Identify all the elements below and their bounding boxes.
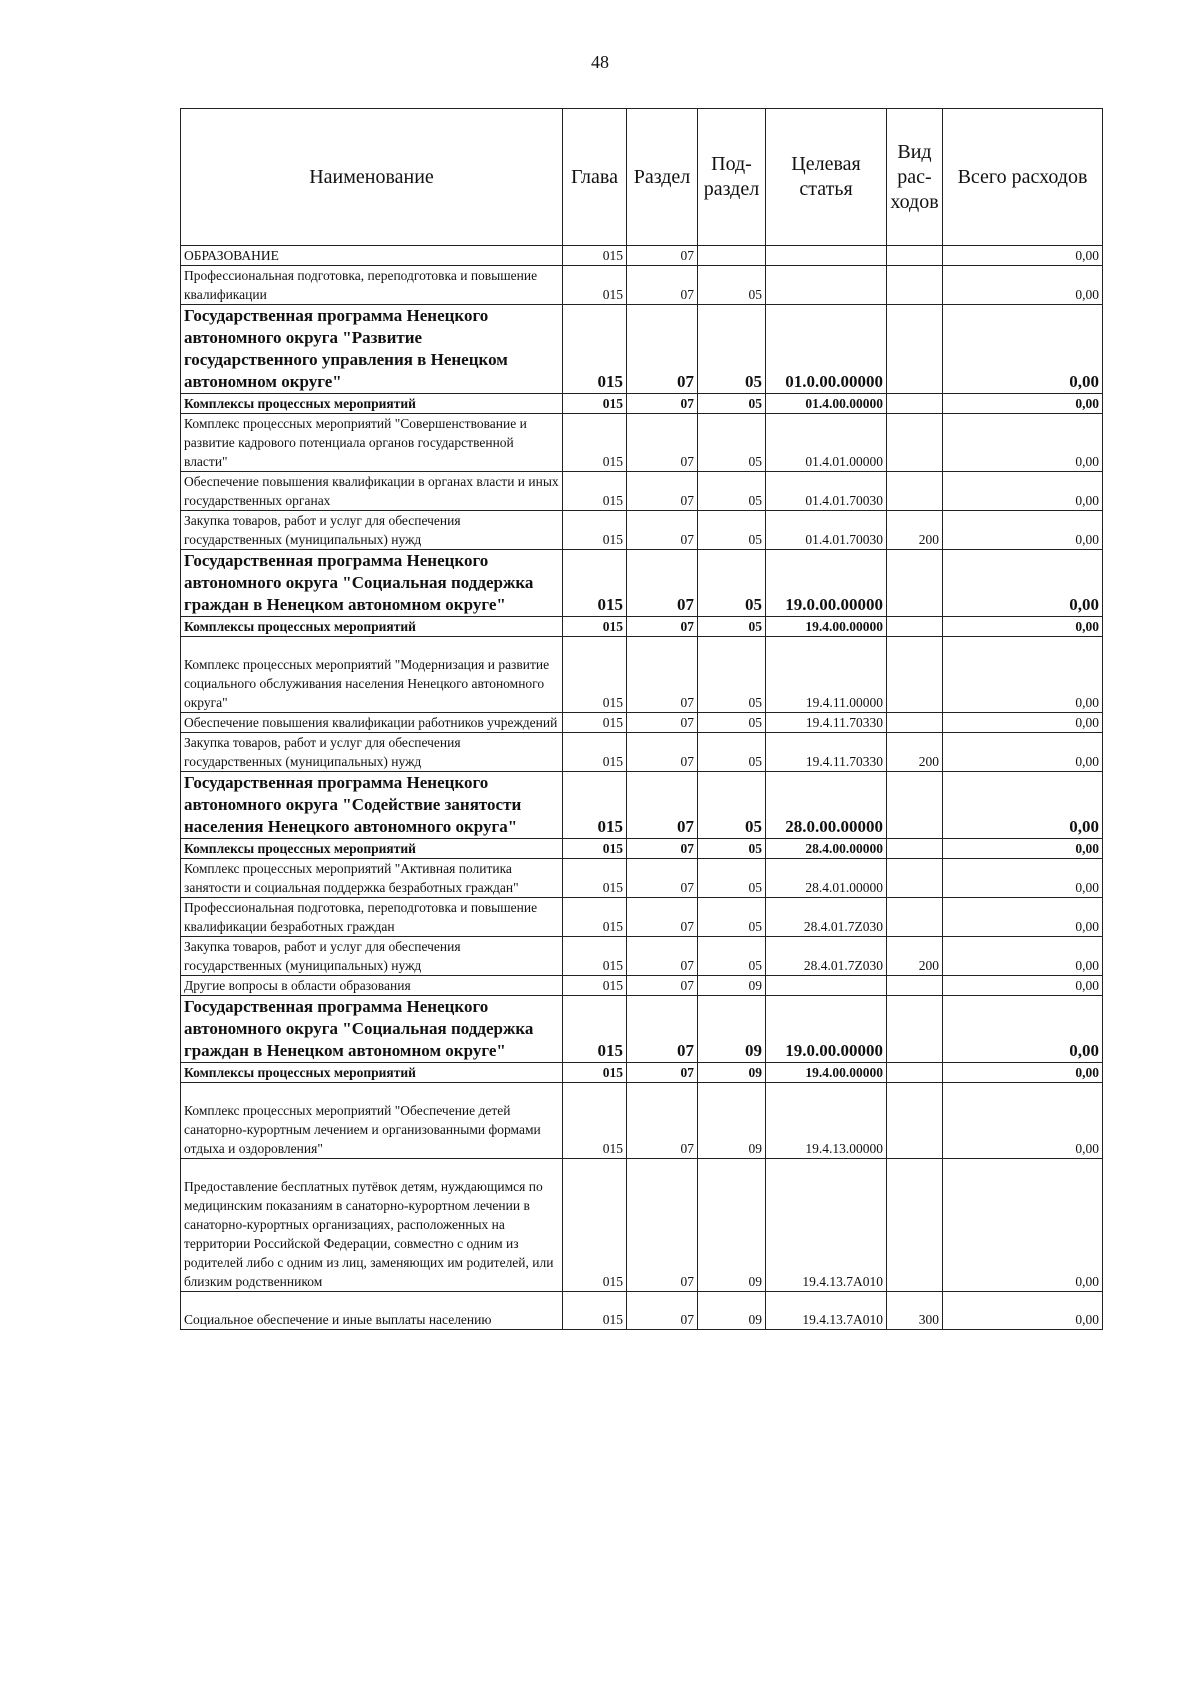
- cell-total: 0,00: [943, 414, 1103, 472]
- cell-total: 0,00: [943, 839, 1103, 859]
- cell-podrazdel: 05: [698, 713, 766, 733]
- cell-razdel: 07: [627, 859, 698, 898]
- cell-razdel: 07: [627, 394, 698, 414]
- cell-podrazdel: 09: [698, 996, 766, 1063]
- cell-razdel: 07: [627, 733, 698, 772]
- cell-glava: 015: [563, 1083, 627, 1159]
- cell-total: 0,00: [943, 394, 1103, 414]
- cell-statya: 19.4.00.00000: [766, 1063, 887, 1083]
- cell-glava: 015: [563, 976, 627, 996]
- cell-vid: [887, 637, 943, 713]
- cell-total: 0,00: [943, 305, 1103, 394]
- cell-glava: 015: [563, 898, 627, 937]
- cell-name: Социальное обеспечение и иные выплаты населению: [181, 1292, 563, 1330]
- cell-statya: [766, 266, 887, 305]
- cell-total: 0,00: [943, 511, 1103, 550]
- cell-total: 0,00: [943, 996, 1103, 1063]
- cell-statya: 19.4.11.70330: [766, 733, 887, 772]
- cell-vid: [887, 472, 943, 511]
- cell-statya: 01.4.00.00000: [766, 394, 887, 414]
- cell-name: Государственная программа Ненецкого автономного округа "Развитие государственного управления в Ненецком автономном округе": [181, 305, 563, 394]
- cell-name: Комплекс процессных мероприятий "Обеспечение детей санаторно-курортным лечением и организованными формами отдыха и оздоровления": [181, 1083, 563, 1159]
- cell-glava: 015: [563, 713, 627, 733]
- table-header-row: [181, 109, 1103, 246]
- cell-total: 0,00: [943, 246, 1103, 266]
- column-header-podrazdel: Под- раздел: [698, 109, 766, 246]
- cell-name: Комплексы процессных мероприятий: [181, 394, 563, 414]
- cell-statya: 01.4.01.00000: [766, 414, 887, 472]
- cell-vid: [887, 1083, 943, 1159]
- cell-razdel: 07: [627, 511, 698, 550]
- table-body: [181, 246, 1103, 1330]
- cell-name: Государственная программа Ненецкого автономного округа "Социальная поддержка граждан в Ненецком автономном округе": [181, 996, 563, 1063]
- cell-name: Закупка товаров, работ и услуг для обеспечения государственных (муниципальных) нужд: [181, 733, 563, 772]
- cell-vid: 200: [887, 511, 943, 550]
- cell-vid: 200: [887, 733, 943, 772]
- cell-vid: [887, 898, 943, 937]
- table-row: [181, 266, 1103, 305]
- cell-vid: [887, 996, 943, 1063]
- cell-glava: 015: [563, 472, 627, 511]
- table-row: [181, 976, 1103, 996]
- cell-podrazdel: 05: [698, 898, 766, 937]
- cell-glava: 015: [563, 305, 627, 394]
- cell-vid: [887, 1159, 943, 1292]
- cell-vid: [887, 414, 943, 472]
- cell-vid: [887, 246, 943, 266]
- cell-name: Комплексы процессных мероприятий: [181, 617, 563, 637]
- cell-glava: 015: [563, 996, 627, 1063]
- cell-total: 0,00: [943, 898, 1103, 937]
- cell-statya: 19.4.11.00000: [766, 637, 887, 713]
- cell-razdel: 07: [627, 637, 698, 713]
- table-row: [181, 414, 1103, 472]
- cell-total: 0,00: [943, 1292, 1103, 1330]
- cell-razdel: 07: [627, 550, 698, 617]
- cell-statya: 19.4.00.00000: [766, 617, 887, 637]
- cell-razdel: 07: [627, 996, 698, 1063]
- cell-total: 0,00: [943, 1063, 1103, 1083]
- cell-statya: 28.4.01.00000: [766, 859, 887, 898]
- cell-statya: 28.4.01.7Z030: [766, 898, 887, 937]
- cell-razdel: 07: [627, 713, 698, 733]
- cell-vid: 300: [887, 1292, 943, 1330]
- cell-podrazdel: 09: [698, 976, 766, 996]
- cell-razdel: 07: [627, 839, 698, 859]
- cell-name: Комплексы процессных мероприятий: [181, 1063, 563, 1083]
- cell-statya: 28.4.01.7Z030: [766, 937, 887, 976]
- cell-name: Предоставление бесплатных путёвок детям, нуждающимся по медицинским показаниям в санаторно-курортном лечении в санаторно-курортных организациях, расположенных на территории Российской Федерации, совместно с одним из родителей либо с одним из лиц, заменяющих им родителей, или близким родственником: [181, 1159, 563, 1292]
- cell-razdel: 07: [627, 1083, 698, 1159]
- cell-glava: 015: [563, 1063, 627, 1083]
- cell-glava: 015: [563, 839, 627, 859]
- cell-razdel: 07: [627, 772, 698, 839]
- cell-glava: 015: [563, 246, 627, 266]
- cell-vid: [887, 976, 943, 996]
- cell-glava: 015: [563, 617, 627, 637]
- cell-podrazdel: 05: [698, 394, 766, 414]
- cell-podrazdel: 05: [698, 772, 766, 839]
- column-header-total: Всего расходов: [943, 109, 1103, 246]
- cell-total: 0,00: [943, 772, 1103, 839]
- column-header-name: Наименование: [181, 109, 563, 246]
- table-row: [181, 898, 1103, 937]
- cell-glava: 015: [563, 772, 627, 839]
- cell-glava: 015: [563, 550, 627, 617]
- cell-podrazdel: 05: [698, 305, 766, 394]
- cell-podrazdel: 09: [698, 1159, 766, 1292]
- cell-statya: 28.4.00.00000: [766, 839, 887, 859]
- cell-podrazdel: 09: [698, 1063, 766, 1083]
- cell-vid: [887, 1063, 943, 1083]
- table-row: [181, 511, 1103, 550]
- cell-statya: 19.4.13.00000: [766, 1083, 887, 1159]
- cell-total: 0,00: [943, 617, 1103, 637]
- column-header-statya: Целевая статья: [766, 109, 887, 246]
- cell-vid: [887, 394, 943, 414]
- cell-vid: [887, 859, 943, 898]
- cell-total: 0,00: [943, 713, 1103, 733]
- cell-glava: 015: [563, 394, 627, 414]
- cell-statya: [766, 246, 887, 266]
- cell-name: Обеспечение повышения квалификации в органах власти и иных государственных органах: [181, 472, 563, 511]
- cell-total: 0,00: [943, 1083, 1103, 1159]
- cell-glava: 015: [563, 1159, 627, 1292]
- cell-razdel: 07: [627, 472, 698, 511]
- cell-podrazdel: 05: [698, 617, 766, 637]
- cell-statya: 01.0.00.00000: [766, 305, 887, 394]
- table-row: [181, 617, 1103, 637]
- cell-name: Закупка товаров, работ и услуг для обеспечения государственных (муниципальных) нужд: [181, 511, 563, 550]
- cell-podrazdel: 09: [698, 1292, 766, 1330]
- table-row: [181, 472, 1103, 511]
- cell-total: 0,00: [943, 733, 1103, 772]
- cell-name: Государственная программа Ненецкого автономного округа "Социальная поддержка граждан в Ненецком автономном округе": [181, 550, 563, 617]
- cell-glava: 015: [563, 937, 627, 976]
- cell-razdel: 07: [627, 246, 698, 266]
- cell-podrazdel: 05: [698, 550, 766, 617]
- cell-podrazdel: 05: [698, 414, 766, 472]
- cell-total: 0,00: [943, 550, 1103, 617]
- table-row: [181, 1292, 1103, 1330]
- cell-total: 0,00: [943, 472, 1103, 511]
- table-row: [181, 637, 1103, 713]
- cell-vid: [887, 266, 943, 305]
- cell-vid: [887, 617, 943, 637]
- cell-razdel: 07: [627, 1292, 698, 1330]
- cell-podrazdel: 05: [698, 839, 766, 859]
- page-number: 48: [591, 52, 609, 72]
- table-row: [181, 1063, 1103, 1083]
- cell-total: 0,00: [943, 1159, 1103, 1292]
- cell-statya: 19.4.13.7А010: [766, 1292, 887, 1330]
- cell-vid: 200: [887, 937, 943, 976]
- cell-razdel: 07: [627, 1063, 698, 1083]
- cell-name: Закупка товаров, работ и услуг для обеспечения государственных (муниципальных) нужд: [181, 937, 563, 976]
- cell-razdel: 07: [627, 305, 698, 394]
- cell-podrazdel: 05: [698, 859, 766, 898]
- column-header-glava: Глава: [563, 109, 627, 246]
- cell-razdel: 07: [627, 937, 698, 976]
- table-row: [181, 1159, 1103, 1292]
- cell-glava: 015: [563, 859, 627, 898]
- column-header-razdel: Раздел: [627, 109, 698, 246]
- cell-podrazdel: 05: [698, 937, 766, 976]
- cell-glava: 015: [563, 266, 627, 305]
- column-header-vid: Вид рас- ходов: [887, 109, 943, 246]
- cell-statya: 19.0.00.00000: [766, 996, 887, 1063]
- cell-statya: 19.0.00.00000: [766, 550, 887, 617]
- cell-total: 0,00: [943, 859, 1103, 898]
- cell-podrazdel: 05: [698, 733, 766, 772]
- cell-vid: [887, 550, 943, 617]
- cell-vid: [887, 839, 943, 859]
- cell-name: Комплекс процессных мероприятий "Модернизация и развитие социального обслуживания населения Ненецкого автономного округа": [181, 637, 563, 713]
- cell-vid: [887, 772, 943, 839]
- cell-glava: 015: [563, 511, 627, 550]
- cell-podrazdel: [698, 246, 766, 266]
- cell-total: 0,00: [943, 266, 1103, 305]
- cell-name: Профессиональная подготовка, переподготовка и повышение квалификации: [181, 266, 563, 305]
- cell-name: Другие вопросы в области образования: [181, 976, 563, 996]
- cell-name: ОБРАЗОВАНИЕ: [181, 246, 563, 266]
- cell-razdel: 07: [627, 976, 698, 996]
- cell-glava: 015: [563, 733, 627, 772]
- cell-name: Комплекс процессных мероприятий "Совершенствование и развитие кадрового потенциала органов государственной власти": [181, 414, 563, 472]
- cell-razdel: 07: [627, 266, 698, 305]
- cell-statya: 19.4.13.7А010: [766, 1159, 887, 1292]
- cell-podrazdel: 05: [698, 637, 766, 713]
- cell-glava: 015: [563, 637, 627, 713]
- cell-name: Комплекс процессных мероприятий "Активная политика занятости и социальная поддержка безработных граждан": [181, 859, 563, 898]
- table-row: [181, 246, 1103, 266]
- table-row: [181, 713, 1103, 733]
- cell-vid: [887, 305, 943, 394]
- table-row: [181, 733, 1103, 772]
- table-row: [181, 839, 1103, 859]
- cell-razdel: 07: [627, 1159, 698, 1292]
- table-row: [181, 937, 1103, 976]
- cell-total: 0,00: [943, 637, 1103, 713]
- cell-statya: 01.4.01.70030: [766, 511, 887, 550]
- table-row: [181, 1083, 1103, 1159]
- cell-podrazdel: 09: [698, 1083, 766, 1159]
- cell-name: Комплексы процессных мероприятий: [181, 839, 563, 859]
- cell-podrazdel: 05: [698, 266, 766, 305]
- cell-statya: 28.0.00.00000: [766, 772, 887, 839]
- budget-table: [180, 108, 1103, 1330]
- cell-razdel: 07: [627, 898, 698, 937]
- cell-statya: 01.4.01.70030: [766, 472, 887, 511]
- cell-statya: 19.4.11.70330: [766, 713, 887, 733]
- cell-name: Государственная программа Ненецкого автономного округа "Содействие занятости населения Ненецкого автономного округа": [181, 772, 563, 839]
- cell-name: Обеспечение повышения квалификации работников учреждений: [181, 713, 563, 733]
- cell-total: 0,00: [943, 937, 1103, 976]
- cell-total: 0,00: [943, 976, 1103, 996]
- table-row: [181, 394, 1103, 414]
- cell-vid: [887, 713, 943, 733]
- cell-glava: 015: [563, 414, 627, 472]
- table-row: [181, 996, 1103, 1063]
- table-row: [181, 550, 1103, 617]
- cell-statya: [766, 976, 887, 996]
- cell-podrazdel: 05: [698, 511, 766, 550]
- cell-name: Профессиональная подготовка, переподготовка и повышение квалификации безработных граждан: [181, 898, 563, 937]
- cell-podrazdel: 05: [698, 472, 766, 511]
- cell-razdel: 07: [627, 414, 698, 472]
- cell-razdel: 07: [627, 617, 698, 637]
- table-row: [181, 772, 1103, 839]
- table-row: [181, 859, 1103, 898]
- table-row: [181, 305, 1103, 394]
- cell-glava: 015: [563, 1292, 627, 1330]
